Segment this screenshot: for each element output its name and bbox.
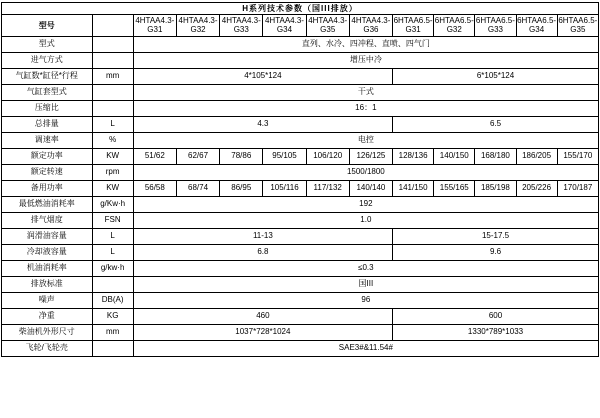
row-value: 11-13	[133, 228, 392, 244]
row-unit: FSN	[92, 212, 133, 228]
row-label: 排放标准	[2, 276, 93, 292]
row-value: 干式	[133, 84, 598, 100]
row-label: 噪声	[2, 292, 93, 308]
row-label: 排气烟度	[2, 212, 93, 228]
spec-row	[2, 292, 599, 308]
spec-row	[2, 132, 599, 148]
spec-row	[2, 340, 599, 356]
row-unit: g/kw·h	[92, 260, 133, 276]
header-model-col: 4HTAA4.3-G36	[349, 15, 392, 36]
spec-row	[2, 276, 599, 292]
row-unit: L	[92, 244, 133, 260]
row-unit: mm	[92, 68, 133, 84]
row-value: 56/58	[133, 180, 176, 196]
spec-row	[2, 324, 599, 340]
header-model-col: 6HTAA6.5-G31	[393, 16, 433, 35]
row-value: 185/198	[475, 180, 516, 196]
row-value: 6*105*124	[393, 68, 599, 84]
row-label: 总排量	[2, 116, 93, 132]
row-value: 6.8	[133, 244, 392, 260]
row-label: 型式	[2, 36, 93, 52]
spec-row	[2, 84, 599, 100]
row-label: 最低燃油消耗率	[2, 196, 93, 212]
header-row	[2, 15, 599, 36]
row-value: 62/67	[176, 148, 219, 164]
header-model-col: 6HTAA6.5-G34	[517, 16, 557, 35]
row-label: 调速率	[2, 132, 93, 148]
spec-row	[2, 148, 599, 164]
row-unit: KW	[92, 148, 133, 164]
row-unit	[92, 84, 133, 100]
page-title: H系列技术参数（国III排放）	[2, 3, 599, 15]
header-model-col: 4HTAA4.3-G34	[263, 15, 306, 36]
row-label: 净重	[2, 308, 93, 324]
row-unit	[92, 340, 133, 356]
row-value: 141/150	[393, 180, 434, 196]
row-value: 增压中冷	[133, 52, 598, 68]
spec-row	[2, 116, 599, 132]
row-value: 140/140	[349, 180, 392, 196]
row-value: 126/125	[349, 148, 392, 164]
row-value: 168/180	[475, 148, 516, 164]
spec-row	[2, 212, 599, 228]
row-value: 128/136	[393, 148, 434, 164]
row-value: 4.3	[133, 116, 392, 132]
row-unit: KW	[92, 180, 133, 196]
header-model-col: 6HTAA6.5-G32	[434, 16, 474, 35]
row-value: 国III	[133, 276, 598, 292]
header-model-col: 4HTAA4.3-G32	[176, 15, 219, 36]
spec-table-body	[2, 3, 599, 357]
row-value: ≤0.3	[133, 260, 598, 276]
spec-row	[2, 180, 599, 196]
row-unit: %	[92, 132, 133, 148]
spec-row	[2, 164, 599, 180]
row-unit: L	[92, 116, 133, 132]
spec-row	[2, 36, 599, 52]
row-label: 额定功率	[2, 148, 93, 164]
header-model-col: 4HTAA4.3-G31	[133, 15, 176, 36]
header-unit-label	[92, 15, 133, 36]
row-value: 95/105	[263, 148, 306, 164]
row-label: 气缸数*缸径*行程	[2, 68, 93, 84]
spec-row	[2, 308, 599, 324]
row-value: 205/226	[516, 180, 557, 196]
row-label: 冷却液容量	[2, 244, 93, 260]
row-unit	[92, 276, 133, 292]
row-unit: g/Kw·h	[92, 196, 133, 212]
row-value: 78/86	[220, 148, 263, 164]
row-value: 192	[133, 196, 598, 212]
spec-row	[2, 100, 599, 116]
row-value: 6.5	[393, 116, 599, 132]
row-label: 额定转速	[2, 164, 93, 180]
row-value: 106/120	[306, 148, 349, 164]
row-value: 1037*728*1024	[133, 324, 392, 340]
row-value: 170/187	[557, 180, 598, 196]
row-unit	[92, 36, 133, 52]
title-row	[2, 3, 599, 15]
row-value: 155/170	[557, 148, 598, 164]
row-unit: rpm	[92, 164, 133, 180]
row-value: 9.6	[393, 244, 599, 260]
row-value: 1500/1800	[133, 164, 598, 180]
row-unit: DB(A)	[92, 292, 133, 308]
row-value: 电控	[133, 132, 598, 148]
spec-table	[1, 2, 599, 357]
row-value: 1330*789*1033	[393, 324, 599, 340]
spec-row	[2, 52, 599, 68]
spec-row	[2, 244, 599, 260]
row-label: 飞轮/飞轮壳	[2, 340, 93, 356]
row-unit: mm	[92, 324, 133, 340]
row-value: 105/116	[263, 180, 306, 196]
header-model-col: 4HTAA4.3-G35	[306, 15, 349, 36]
row-value: 186/205	[516, 148, 557, 164]
row-label: 机油消耗率	[2, 260, 93, 276]
row-unit: L	[92, 228, 133, 244]
row-value: 1.0	[133, 212, 598, 228]
row-unit	[92, 100, 133, 116]
row-value: 96	[133, 292, 598, 308]
row-label: 备用功率	[2, 180, 93, 196]
row-value: 68/74	[176, 180, 219, 196]
spec-row	[2, 68, 599, 84]
row-value: 4*105*124	[133, 68, 392, 84]
spec-sheet	[0, 2, 600, 418]
row-label: 进气方式	[2, 52, 93, 68]
header-model-col: 6HTAA6.5-G33	[475, 16, 515, 35]
spec-row	[2, 196, 599, 212]
row-value: 15-17.5	[393, 228, 599, 244]
spec-row	[2, 260, 599, 276]
row-value: 16：1	[133, 100, 598, 116]
row-value: 直列、水冷、四冲程、直喷、四气门	[133, 36, 598, 52]
row-value: 51/62	[133, 148, 176, 164]
row-label: 气缸套型式	[2, 84, 93, 100]
row-value: 117/132	[306, 180, 349, 196]
row-label: 压缩比	[2, 100, 93, 116]
header-model-col: 4HTAA4.3-G33	[220, 15, 263, 36]
row-label: 柴油机外形尺寸	[2, 324, 93, 340]
row-unit: KG	[92, 308, 133, 324]
row-unit	[92, 52, 133, 68]
header-model-label: 型号	[2, 15, 93, 36]
row-value: SAE3#&11.54#	[133, 340, 598, 356]
row-value: 460	[133, 308, 392, 324]
row-value: 86/95	[220, 180, 263, 196]
header-model-col: 6HTAA6.5-G35	[558, 16, 598, 35]
spec-row	[2, 228, 599, 244]
row-value: 140/150	[434, 148, 475, 164]
row-value: 155/165	[434, 180, 475, 196]
row-value: 600	[393, 308, 599, 324]
row-label: 润滑油容量	[2, 228, 93, 244]
